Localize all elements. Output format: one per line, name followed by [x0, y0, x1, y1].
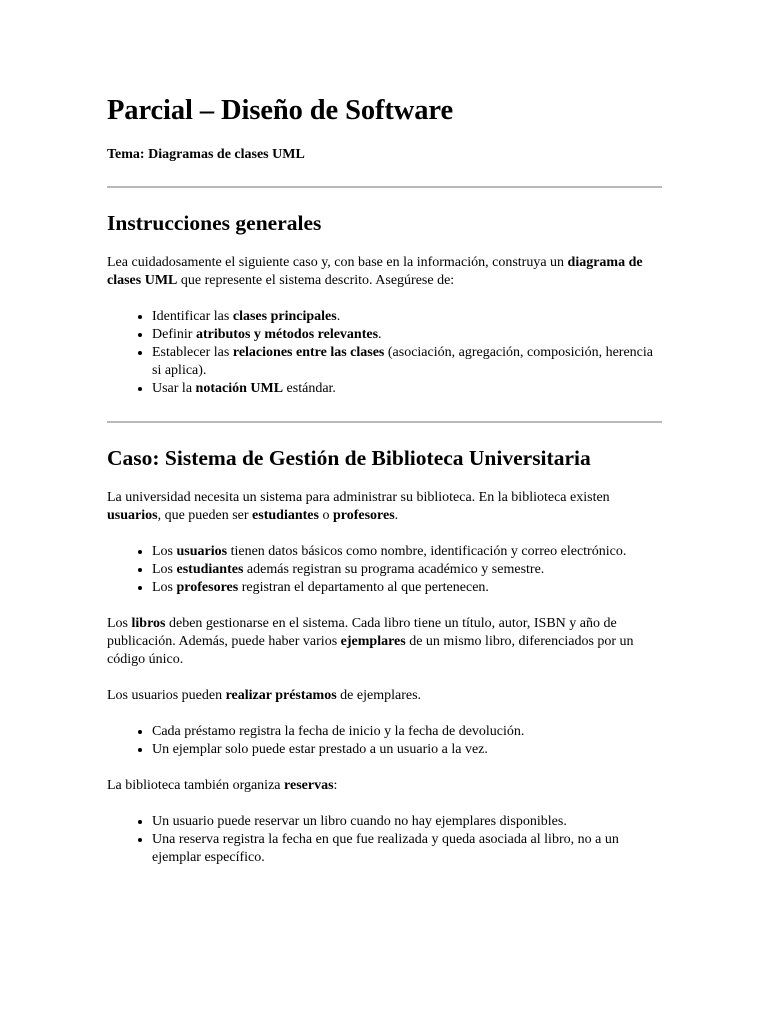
text-run: Identificar las — [152, 309, 233, 324]
text-run: de ejemplares. — [336, 688, 422, 703]
text-run: Los — [107, 616, 132, 631]
text-run: Los — [152, 544, 177, 559]
bold-text: notación UML — [195, 381, 284, 396]
text-run: . — [336, 309, 341, 324]
bold-text: libros — [131, 616, 166, 631]
bold-text: diagrama de clases UML — [107, 255, 643, 288]
list-item — [152, 723, 662, 741]
text-run: , que pueden ser — [157, 508, 253, 523]
bold-text: estudiantes — [176, 562, 244, 577]
text-run: tienen datos básicos como nombre, identificación y correo electrónico. — [227, 544, 627, 559]
bold-text: usuarios — [176, 544, 228, 559]
text-run: Lea cuidadosamente el siguiente caso y, con base en la información, construya un — [107, 255, 568, 270]
bold-text: realizar préstamos — [225, 688, 337, 703]
text-run: que represente el sistema descrito. Asegúrese de: — [177, 273, 455, 288]
instructions-heading: Instrucciones generales — [107, 211, 322, 235]
text-run: La universidad necesita un sistema para administrar su biblioteca. En la biblioteca existen — [107, 490, 610, 505]
bold-text: reservas — [284, 778, 334, 793]
topic-line: Tema: Diagramas de clases UML — [107, 147, 305, 162]
text-run: . — [394, 508, 399, 523]
text-run: o — [318, 508, 333, 523]
text-run: además registran su programa académico y semestre. — [243, 562, 545, 577]
page-title: Parcial – Diseño de Software — [107, 95, 454, 126]
list-item — [152, 380, 662, 398]
list-item — [152, 561, 662, 579]
text-run: (asociación, agregación, composición, herencia si aplica). — [152, 345, 653, 378]
text-run: Usar la — [152, 381, 196, 396]
list-item — [152, 741, 662, 759]
bold-text: clases principales — [232, 309, 337, 324]
list-item — [152, 831, 662, 867]
bold-text: profesores — [332, 508, 395, 523]
text-run: Establecer las — [152, 345, 233, 360]
bold-text: ejemplares — [340, 634, 406, 649]
list-item — [152, 308, 662, 326]
bold-text: relaciones entre las clases — [232, 345, 385, 360]
section-divider — [107, 186, 662, 188]
list-item — [152, 813, 662, 831]
case-intro-paragraph — [107, 489, 662, 525]
text-run: estándar. — [283, 381, 336, 396]
loans-paragraph — [107, 687, 662, 705]
list-item — [152, 326, 662, 344]
text-run: Cada préstamo registra la fecha de inicio y la fecha de devolución. — [152, 724, 525, 739]
text-run: : — [333, 778, 338, 793]
text-run: . — [378, 327, 382, 342]
text-run: registran el departamento al que pertenecen. — [238, 580, 489, 595]
text-run: Los usuarios pueden — [107, 688, 226, 703]
case-heading: Caso: Sistema de Gestión de Biblioteca Universitaria — [107, 446, 591, 470]
text-run: Los — [152, 580, 177, 595]
text-run: Definir — [152, 327, 196, 342]
reservations-paragraph — [107, 777, 662, 795]
reservations-list — [107, 813, 662, 867]
user-details-list — [107, 543, 662, 597]
bold-text: profesores — [176, 580, 239, 595]
text-run: deben gestionarse en el sistema. Cada libro tiene un título, autor, ISBN y año de publicación. Además, puede haber varios — [107, 616, 617, 649]
list-item — [152, 344, 662, 380]
section-divider — [107, 421, 662, 423]
books-paragraph — [107, 615, 662, 669]
instructions-intro — [107, 254, 662, 290]
text-run: La biblioteca también organiza — [107, 778, 285, 793]
bold-text: usuarios — [107, 508, 158, 523]
list-item — [152, 579, 662, 597]
bold-text: estudiantes — [252, 508, 319, 523]
text-run: Un ejemplar solo puede estar prestado a un usuario a la vez. — [152, 742, 488, 757]
text-run: Una reserva registra la fecha en que fue realizada y queda asociada al libro, no a un ejemplar específico. — [152, 832, 619, 865]
text-run: de un mismo libro, diferenciados por un código único. — [107, 634, 634, 667]
text-run: Los — [152, 562, 177, 577]
bold-text: atributos y métodos relevantes — [195, 327, 379, 342]
text-run: Un usuario puede reservar un libro cuando no hay ejemplares disponibles. — [152, 814, 567, 829]
instructions-list — [107, 308, 662, 398]
loans-list — [107, 723, 662, 759]
list-item — [152, 543, 662, 561]
